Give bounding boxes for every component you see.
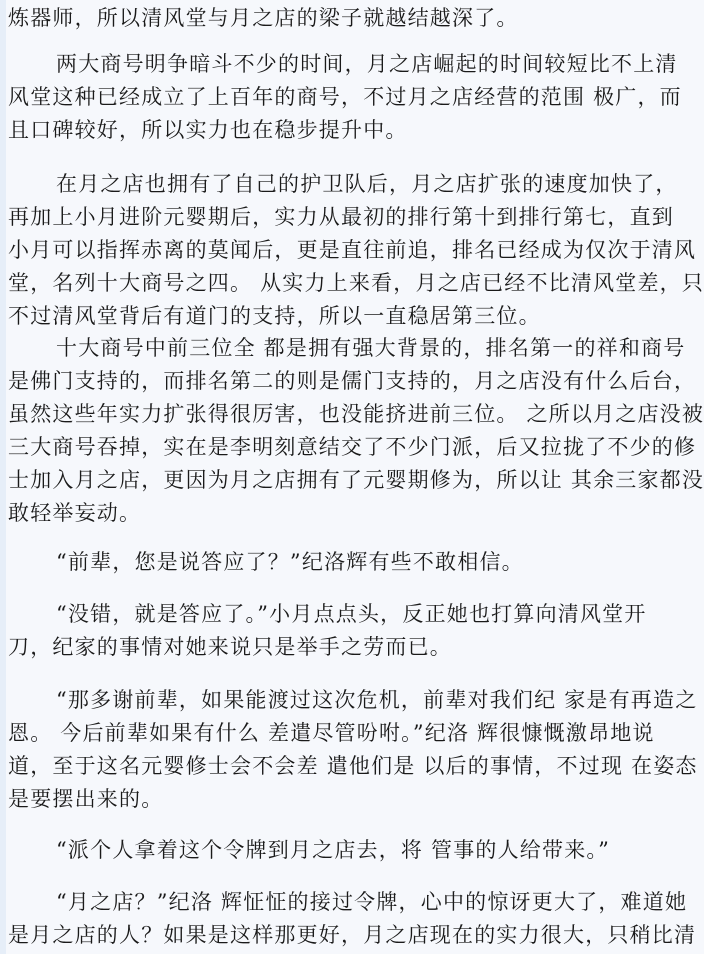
text-line: 敢轻举妄动。 [8, 501, 142, 525]
text-line: “派个人拿着这个令牌到月之店去，将 管事的人给带来。” [56, 838, 611, 862]
text-line: “月之店？”纪洛 辉怔怔的接过令牌，心中的惊讶更大了，难道她 [56, 890, 688, 914]
text-line: 十大商号中前三位全 都是拥有强大背景的，排名第一的祥和商号 [56, 336, 686, 360]
text-line: 不过清风堂背后有道门的支持，所以一直稳居第三位。 [8, 304, 541, 328]
text-line: 是月之店的人？如果是这样那更好，月之店现在的实力很大，只稍比清 [8, 923, 697, 947]
text-line: 在月之店也拥有了自己的护卫队后，月之店扩张的速度加快了， [56, 172, 678, 196]
text-line: “前辈，您是说答应了？”纪洛辉有些不敢相信。 [56, 550, 524, 574]
text-line: 士加入月之店，更因为月之店拥有了元婴期修为，所以让 其余三家都没 [8, 468, 704, 492]
text-line: 再加上小月进阶元婴期后，实力从最初的排行第十到排行第七，直到 [8, 205, 674, 229]
text-line: “那多谢前辈，如果能渡过这次危机，前辈对我们纪 家是有再造之 [56, 688, 698, 712]
text-line: 两大商号明争暗斗不少的时间，月之店崛起的时间较短比不上清 [56, 52, 678, 76]
text-line: 风堂这种已经成立了上百年的商号，不过月之店经营的范围 极广，而 [8, 85, 682, 109]
text-line: 三大商号吞掉，实在是李明刻意结交了不少门派，后又拉拢了不少的修 [8, 435, 697, 459]
text-line: 是佛门支持的，而排名第二的则是儒门支持的，月之店没有什么后台， [8, 369, 697, 393]
text-line: 道，至于这名元婴修士会不会差 遣他们是 以后的事情，不过现 在姿态 [8, 754, 698, 778]
text-line: 炼器师，所以清风堂与月之店的梁子就越结越深了。 [8, 6, 519, 30]
text-line: 恩。 今后前辈如果有什么 差遣尽管吩咐。”纪洛 辉很慷慨激昂地说 [8, 721, 655, 745]
text-line: 小月可以指挥赤离的莫闻后，更是直往前追，排名已经成为仅次于清风 [8, 238, 697, 262]
text-line: 堂，名列十大商号之四。 从实力上来看，月之店已经不比清风堂差，只 [8, 271, 704, 295]
left-margin-strip [0, 0, 6, 954]
text-line: 是要摆出来的。 [8, 787, 164, 811]
text-line: 刀，纪家的事情对她来说只是举手之劳而已。 [8, 635, 452, 659]
text-line: 且口碑较好，所以实力也在稳步提升中。 [8, 118, 408, 142]
text-line: “没错，就是答应了。”小月点点头，反正她也打算向清风堂开 [56, 602, 647, 626]
text-line: 虽然这些年实力扩张得很厉害，也没能挤进前三位。 之所以月之店没被 [8, 402, 704, 426]
